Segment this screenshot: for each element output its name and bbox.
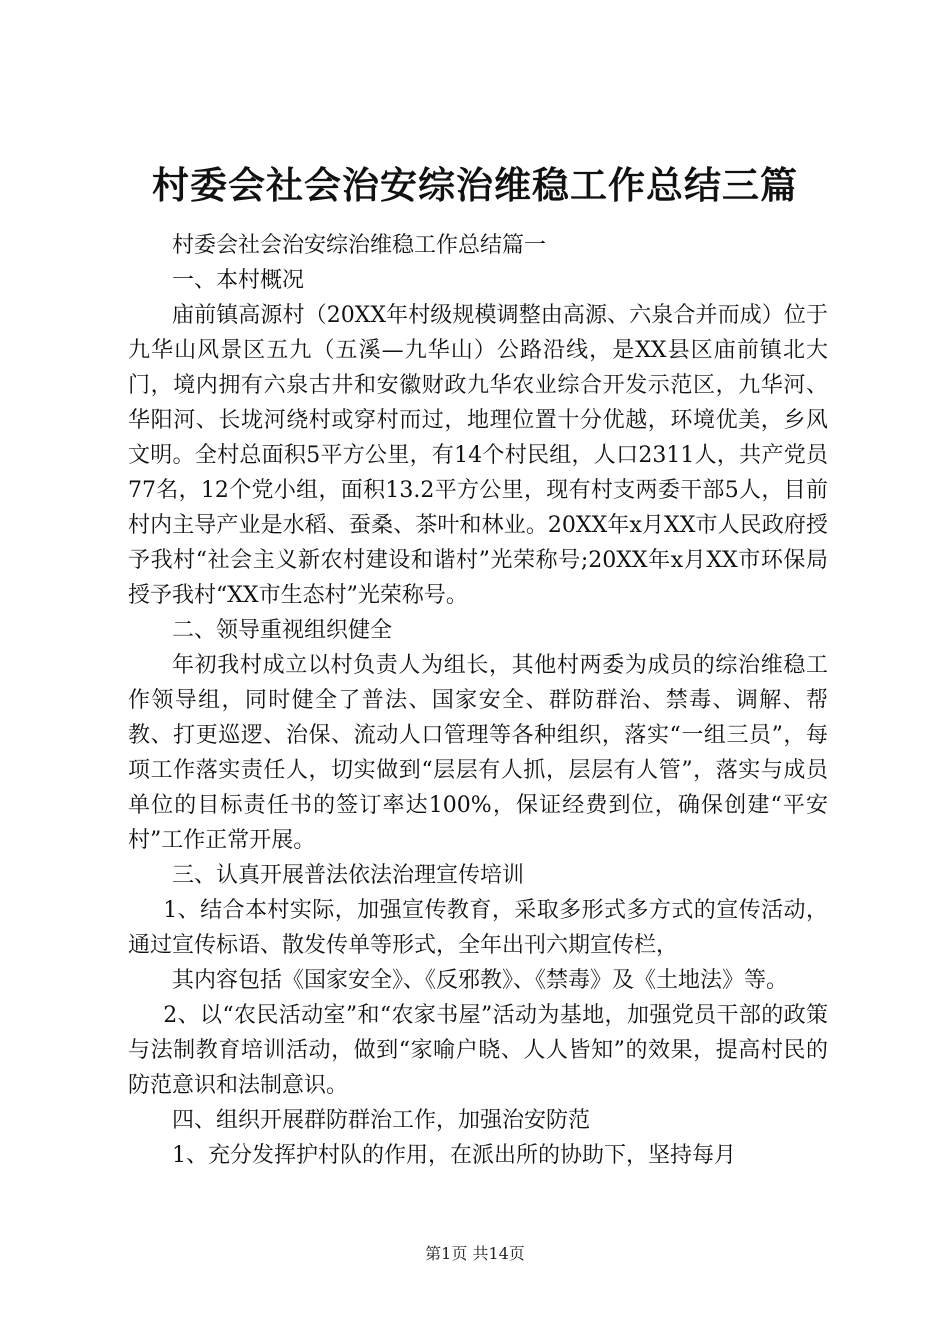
- paragraph: 其内容包括《国家安全》、《反邪教》、《禁毒》及《土地法》等。: [172, 968, 789, 993]
- paragraph: 庙前镇高源村（20XX年村级规模调整由高源、六泉合并而成）位于九华山风景区五九（五溪—九华山）公路沿线，是XX县区庙前镇北大门，境内拥有六泉古井和安徽财政九华农业综合开发示范区，九华河、华阳河、长垅河绕村或穿村而过，地理位置十分优越，环境优美，乡风文明。全村总面积5平方公里，有14个村民组，人口2311人，共产党员77名，12个党小组，面积13.2平方公里，现有村支两委干部5人，目前村内主导产业是水稻、蚕桑、茶叶和林业。20XX年x月XX市人民政府授予我村“社会主义新农村建设和谐村”光荣称号;20XX年x月XX市环保局授予我村“XX市生态村”光荣称号。: [128, 303, 828, 608]
- page-number-footer: 第1页 共14页: [425, 1244, 525, 1263]
- paragraph: 2、以“农民活动室”和“农家书屋”活动为基地，加强党员干部的政策与法制教育培训活动，做到“家喻户晓、人人皆知”的效果，提高村民的防范意识和法制意识。: [128, 1003, 828, 1098]
- section-heading: 三、认真开展普法依法治理宣传培训: [172, 863, 525, 888]
- section-heading: 一、本村概况: [172, 268, 305, 293]
- paragraph: 1、充分发挥护村队的作用，在派出所的协助下，坚持每月: [172, 1143, 736, 1168]
- section-heading: 二、领导重视组织健全: [172, 618, 393, 643]
- paragraph: 年初我村成立以村负责人为组长，其他村两委为成员的综治维稳工作领导组，同时健全了普法、国家安全、群防群治、禁毒、调解、帮教、打更巡逻、治保、流动人口管理等各种组织，落实“一组三员”，每项工作落实责任人，切实做到“层层有人抓，层层有人管”，落实与成员单位的目标责任书的签订率达100%，保证经费到位，确保创建“平安村”工作正常开展。: [128, 653, 828, 853]
- paragraph: 1、结合本村实际，加强宣传教育，采取多形式多方式的宣传活动，通过宣传标语、散发传单等形式，全年出刊六期宣传栏，: [128, 898, 828, 958]
- document-body: [128, 228, 828, 1173]
- section-heading: 村委会社会治安综治维稳工作总结篇一: [172, 233, 547, 258]
- section-heading: 四、组织开展群防群治工作，加强治安防范: [172, 1108, 591, 1133]
- document-title: 村委会社会治安综治维稳工作总结三篇: [152, 164, 798, 207]
